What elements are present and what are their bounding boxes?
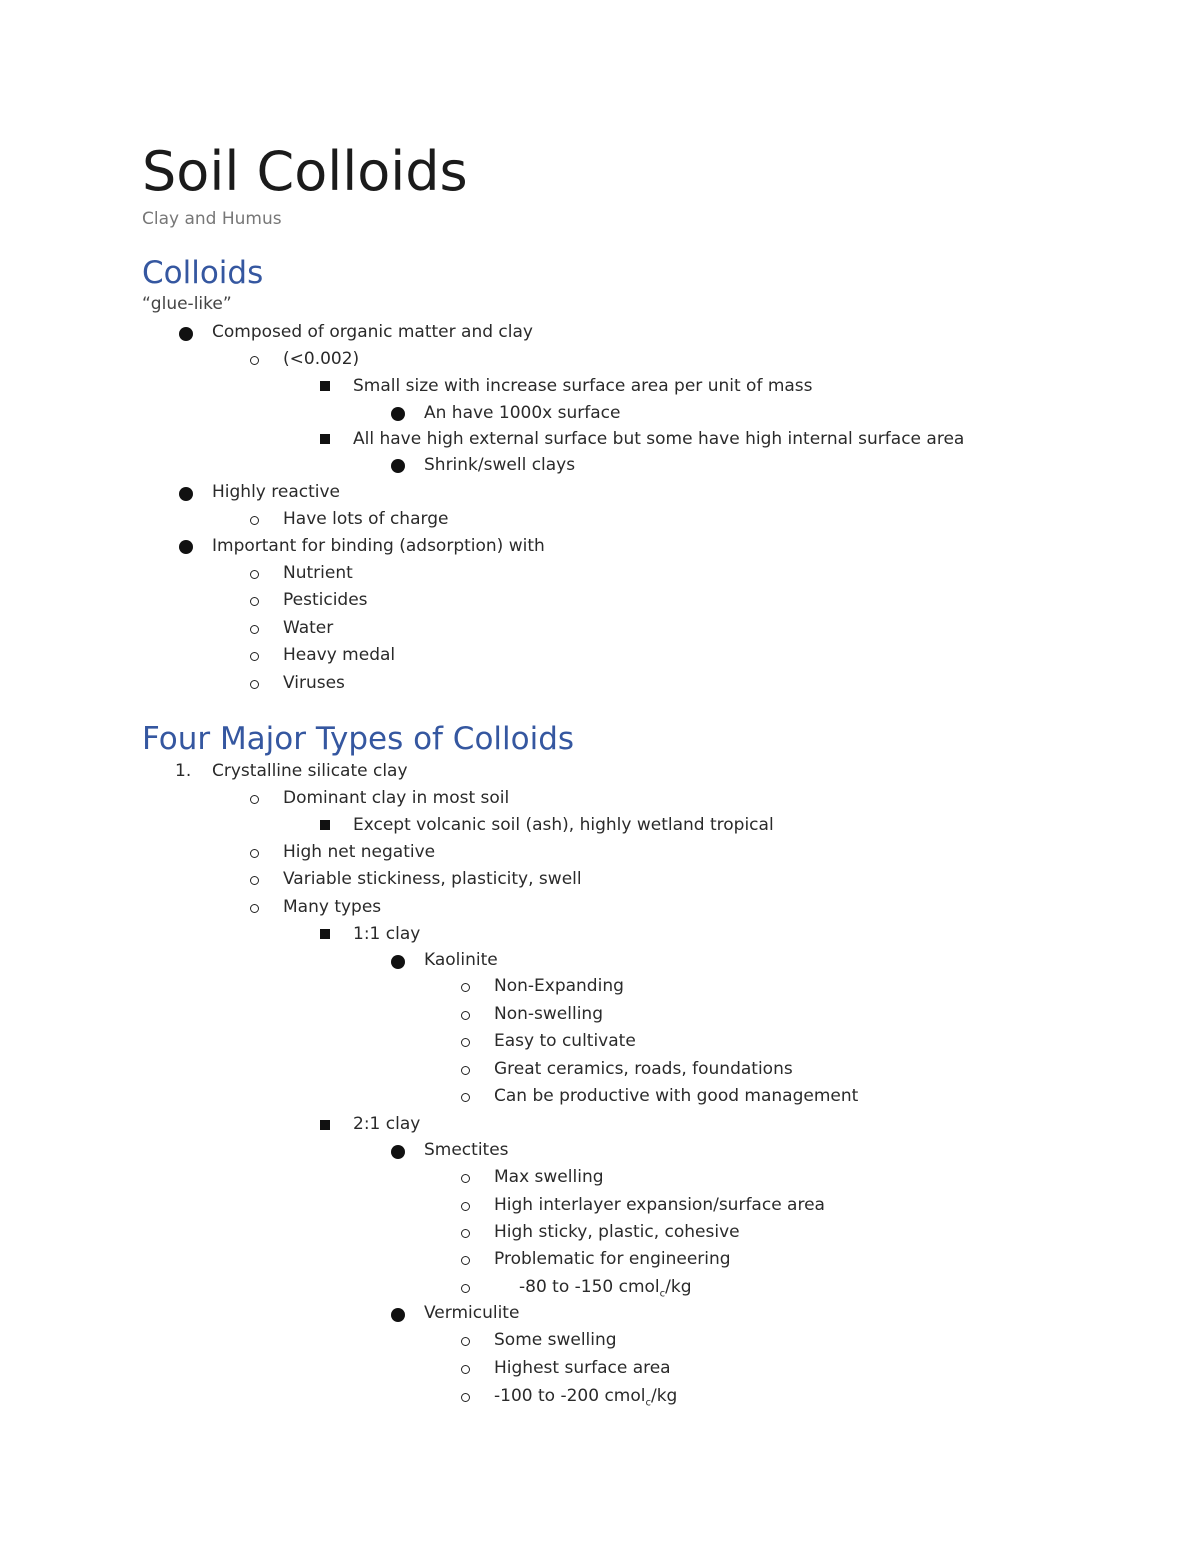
- bullet-circle-icon: [250, 904, 259, 913]
- bullet-circle-icon: [250, 625, 259, 634]
- bullet-circle-icon: [461, 1202, 470, 1211]
- list-item: Dominant clay in most soil: [283, 788, 510, 808]
- bullet-disc-icon: [391, 459, 405, 473]
- list-item: Vermiculite: [424, 1303, 520, 1323]
- bullet-circle-icon: [461, 1337, 470, 1346]
- list-number: 1.: [175, 761, 192, 781]
- list-item: Problematic for engineering: [494, 1249, 731, 1269]
- bullet-circle-icon: [461, 1393, 470, 1402]
- list-item: Non-swelling: [494, 1004, 603, 1024]
- list-item: Composed of organic matter and clay: [212, 322, 533, 342]
- heading-colloids: Colloids: [142, 255, 264, 291]
- bullet-circle-icon: [250, 795, 259, 804]
- bullet-disc-icon: [391, 1308, 405, 1322]
- document-subtitle: Clay and Humus: [142, 209, 282, 229]
- heading-four-major-types: Four Major Types of Colloids: [142, 721, 575, 757]
- list-item: Small size with increase surface area per unit of mass: [353, 376, 813, 396]
- list-item: Kaolinite: [424, 950, 498, 970]
- list-item: Shrink/swell clays: [424, 455, 576, 475]
- bullet-square-icon: [320, 1120, 330, 1130]
- list-item: Easy to cultivate: [494, 1031, 636, 1051]
- list-item: Heavy medal: [283, 645, 396, 665]
- list-item: Some swelling: [494, 1330, 617, 1350]
- bullet-circle-icon: [461, 983, 470, 992]
- bullet-disc-icon: [179, 487, 193, 501]
- list-item: Can be productive with good management: [494, 1086, 859, 1106]
- list-item: Crystalline silicate clay: [212, 761, 408, 781]
- bullet-disc-icon: [391, 407, 405, 421]
- list-item: Have lots of charge: [283, 509, 449, 529]
- list-item: Viruses: [283, 673, 345, 693]
- list-item: Non-Expanding: [494, 976, 624, 996]
- list-item: (<0.002): [283, 349, 360, 369]
- bullet-disc-icon: [391, 1145, 405, 1159]
- list-item: High sticky, plastic, cohesive: [494, 1222, 740, 1242]
- list-item: Highest surface area: [494, 1358, 671, 1378]
- list-item: Many types: [283, 897, 382, 917]
- list-item: Except volcanic soil (ash), highly wetland tropical: [353, 815, 774, 835]
- bullet-circle-icon: [250, 680, 259, 689]
- bullet-disc-icon: [179, 327, 193, 341]
- bullet-circle-icon: [461, 1066, 470, 1075]
- bullet-circle-icon: [250, 652, 259, 661]
- list-item: Variable stickiness, plasticity, swell: [283, 869, 582, 889]
- bullet-circle-icon: [250, 570, 259, 579]
- bullet-circle-icon: [461, 1174, 470, 1183]
- bullet-circle-icon: [250, 849, 259, 858]
- list-item: An have 1000x surface: [424, 403, 621, 423]
- bullet-circle-icon: [461, 1256, 470, 1265]
- list-item: Max swelling: [494, 1167, 604, 1187]
- bullet-circle-icon: [461, 1011, 470, 1020]
- bullet-square-icon: [320, 820, 330, 830]
- list-item: Nutrient: [283, 563, 353, 583]
- list-item: All have high external surface but some have high internal surface area: [353, 429, 965, 449]
- bullet-square-icon: [320, 381, 330, 391]
- bullet-circle-icon: [461, 1038, 470, 1047]
- bullet-circle-icon: [250, 516, 259, 525]
- bullet-circle-icon: [250, 356, 259, 365]
- bullet-circle-icon: [461, 1365, 470, 1374]
- list-item: 1:1 clay: [353, 924, 421, 944]
- list-item: Water: [283, 618, 334, 638]
- list-item: Smectites: [424, 1140, 509, 1160]
- bullet-circle-icon: [461, 1284, 470, 1293]
- list-item-cec-smectite: -80 to -150 cmol$_c$/kg: [519, 1277, 692, 1300]
- bullet-disc-icon: [179, 540, 193, 554]
- list-item: High interlayer expansion/surface area: [494, 1195, 825, 1215]
- list-item: Important for binding (adsorption) with: [212, 536, 545, 556]
- bullet-circle-icon: [461, 1093, 470, 1102]
- bullet-disc-icon: [391, 955, 405, 969]
- colloids-quote: “glue-like”: [142, 294, 232, 314]
- bullet-square-icon: [320, 434, 330, 444]
- bullet-square-icon: [320, 929, 330, 939]
- list-item: 2:1 clay: [353, 1114, 421, 1134]
- document-title: Soil Colloids: [142, 140, 468, 203]
- bullet-circle-icon: [250, 597, 259, 606]
- list-item: Great ceramics, roads, foundations: [494, 1059, 793, 1079]
- list-item: Highly reactive: [212, 482, 341, 502]
- bullet-circle-icon: [461, 1229, 470, 1238]
- list-item: Pesticides: [283, 590, 368, 610]
- bullet-circle-icon: [250, 876, 259, 885]
- list-item: High net negative: [283, 842, 436, 862]
- list-item-cec-vermiculite: -100 to -200 cmol$_c$/kg: [494, 1386, 678, 1409]
